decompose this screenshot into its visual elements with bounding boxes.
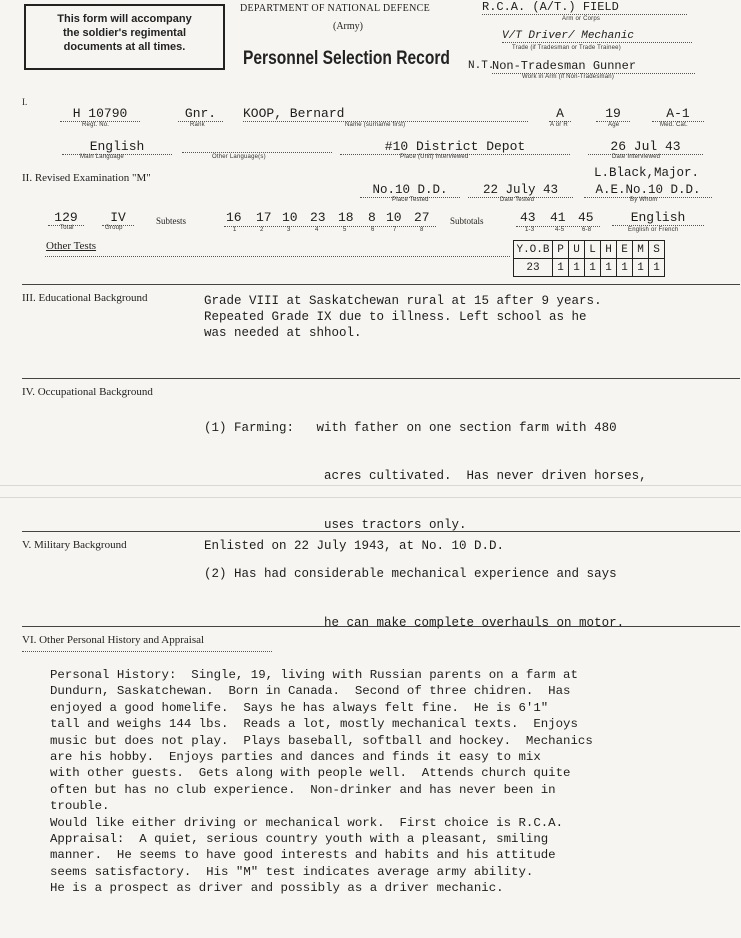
med-cat-label: Med. Cat. — [660, 122, 688, 128]
grid-header: E — [617, 241, 633, 259]
form-title: Personnel Selection Record — [243, 48, 450, 69]
name-value: KOOP, Bernard — [243, 106, 528, 122]
notice-line: This form will accompany — [57, 13, 192, 25]
military-label: V. Military Background — [22, 539, 127, 551]
section-divider — [22, 531, 740, 532]
other-languages-label: Other Language(s) — [212, 154, 266, 160]
subtotal-value: 43 — [520, 210, 536, 225]
place-value: #10 District Depot — [340, 139, 570, 155]
occupational-line: uses tractors only. — [204, 518, 467, 533]
grid-value: 1 — [585, 259, 601, 277]
date-label: Date Interviewed — [612, 154, 661, 160]
section-divider — [22, 284, 740, 285]
work-value: Non-Tradesman Gunner — [492, 59, 695, 74]
regt-no-label: Regt. No. — [82, 122, 110, 128]
subtotal-range: 1-3 — [525, 227, 535, 233]
educational-line: was needed at shhool. — [204, 326, 362, 340]
subtotal-value: 41 — [550, 210, 566, 225]
by-whom-label: By Whom — [630, 197, 658, 203]
rank-value: Gnr. — [178, 106, 223, 122]
personal-history-text: Personal History: Single, 19, living with Russian parents on a farm at Dundurn, Saskatchewan. Born in Canada. Second of three chidren. Has enjoyed a good homelife. Says he has always felt fine. He is 6'1" tall and weighs 144 lbs. Reads a lot, mostly mechanical texts. Enjoys music but does not play. Plays baseball, softball and hockey. Mechanics are his hobby. Enjoys parties and dances and finds it easy to mix with other guests. Gets along with people well. Attends church quite often but has no club experience. Non-drinker and has never been in trouble. Would like either driving or mechanical work. First choice is R.C.A. Appraisal: A quiet, serious country youth with a pleasant, smiling manner. He seems to have good interests and habits and his attitude seems satisfactory. His "M" test indicates average army ability. He is a prospect as driver and possibly as a driver mechanic. — [50, 668, 593, 896]
grid-header: Y.O.B — [514, 241, 553, 259]
grid-value: 1 — [601, 259, 617, 277]
yob-pulhems-grid — [513, 240, 665, 277]
language-tested-value: English — [612, 210, 704, 226]
subtest-number: 2 — [260, 227, 264, 233]
work-prefix: N.T. — [468, 60, 495, 72]
department-heading: DEPARTMENT OF NATIONAL DEFENCE — [240, 3, 430, 14]
grid-header: L — [585, 241, 601, 259]
occupational-line: he can make complete overhauls on motor. — [204, 616, 625, 631]
occupational-line: (1) Farming: with father on one section farm with 480 — [204, 420, 617, 435]
subtest-score: 17 — [256, 210, 272, 225]
subtest-score: 10 — [386, 210, 402, 225]
subtest-score: 8 — [368, 210, 376, 225]
group-value: IV — [102, 210, 134, 226]
other-tests-label: Other Tests — [46, 240, 97, 252]
grid-header: H — [601, 241, 617, 259]
med-cat-value: A-1 — [652, 106, 704, 122]
army-heading: (Army) — [333, 21, 363, 32]
subtest-number: 1 — [233, 227, 237, 233]
subtest-number: 8 — [420, 227, 424, 233]
trade-label: Trade (if Tradesman or Trade Trainee) — [512, 45, 621, 51]
language-tested-label: English or French — [628, 227, 679, 233]
notice-line: the soldier's regimental — [62, 27, 187, 39]
name-label: Name (surname first) — [345, 122, 406, 128]
subtest-score: 27 — [414, 210, 430, 225]
subtests-line — [224, 225, 436, 227]
exam-heading: II. Revised Examination "M" — [22, 172, 151, 184]
grid-header: M — [633, 241, 649, 259]
subtest-number: 5 — [343, 227, 347, 233]
subtest-score: 23 — [310, 210, 326, 225]
notice-line: documents at all times. — [63, 41, 186, 53]
subtest-number: 4 — [315, 227, 319, 233]
group-label: Group — [105, 225, 123, 231]
other-languages-line — [182, 151, 332, 153]
grid-value: 1 — [617, 259, 633, 277]
total-value: 129 — [48, 210, 84, 226]
subtotal-range: 6-8 — [582, 227, 592, 233]
grid-value: 1 — [553, 259, 569, 277]
educational-text — [204, 293, 602, 341]
total-label: Total — [60, 225, 74, 231]
date-tested-value: 22 July 43 — [468, 183, 573, 198]
subtest-number: 7 — [393, 227, 397, 233]
section-divider — [22, 626, 740, 627]
subtotal-range: 4-5 — [555, 227, 565, 233]
age-label: Age — [608, 122, 620, 128]
military-text: Enlisted on 22 July 1943, at No. 10 D.D. — [204, 539, 505, 553]
grid-header: U — [569, 241, 585, 259]
subtotal-value: 45 — [578, 210, 594, 225]
subtests-label: Subtests — [156, 216, 187, 226]
section-number: I. — [22, 97, 28, 107]
a-or-r-label: A or R — [550, 122, 568, 128]
section-divider — [22, 378, 740, 379]
date-value: 26 Jul 43 — [588, 139, 703, 155]
occupational-label: IV. Occupational Background — [22, 386, 153, 398]
regt-no-value: H 10790 — [60, 106, 140, 122]
date-tested-label: Date Tested — [500, 197, 535, 203]
main-language-label: Main Language — [80, 154, 124, 160]
occupational-line: (2) Has had considerable mechanical experience and says — [204, 567, 617, 582]
grid-header: S — [649, 241, 665, 259]
grid-value: 1 — [633, 259, 649, 277]
age-value: 19 — [596, 106, 630, 122]
subtest-number: 3 — [287, 227, 291, 233]
place-tested-label: Place Tested — [392, 197, 429, 203]
arm-or-corps-value: R.C.A. (A/T.) FIELD — [482, 0, 687, 15]
a-or-r-value: A — [549, 106, 571, 122]
other-tests-line — [45, 255, 510, 257]
work-label: Work in Arm (if Non-Tradesman) — [522, 74, 615, 80]
subtest-score: 16 — [226, 210, 242, 225]
place-label: Place (Unit) Interviewed — [400, 154, 469, 160]
rank-label: Rank — [190, 122, 205, 128]
subtest-score: 10 — [282, 210, 298, 225]
educational-line: Grade VIII at Saskatchewan rural at 15 after 9 years. — [204, 294, 602, 308]
by-whom-line2: A.E.No.10 D.D. — [584, 183, 712, 198]
grid-value: 1 — [569, 259, 585, 277]
educational-label: III. Educational Background — [22, 292, 148, 304]
occupational-line: acres cultivated. Has never driven horses, — [204, 469, 647, 484]
by-whom-line1: L.Black,Major. — [594, 166, 700, 180]
grid-value: 23 — [514, 259, 553, 277]
place-tested-value: No.10 D.D. — [360, 183, 460, 198]
educational-line: Repeated Grade IX due to illness. Left school as he — [204, 310, 587, 324]
personal-label: VI. Other Personal History and Appraisal — [22, 634, 205, 646]
trade-value: V/T Driver/ Mechanic — [502, 30, 692, 43]
subtest-score: 18 — [338, 210, 354, 225]
subtotals-label: Subtotals — [450, 216, 484, 226]
grid-header: P — [553, 241, 569, 259]
notice-box — [24, 4, 225, 70]
arm-or-corps-label: Arm or Corps — [562, 16, 601, 22]
occupational-text — [204, 387, 647, 664]
main-language-value: English — [62, 139, 172, 155]
grid-value: 1 — [649, 259, 665, 277]
subtest-number: 6 — [371, 227, 375, 233]
personal-label-underline — [22, 650, 272, 652]
